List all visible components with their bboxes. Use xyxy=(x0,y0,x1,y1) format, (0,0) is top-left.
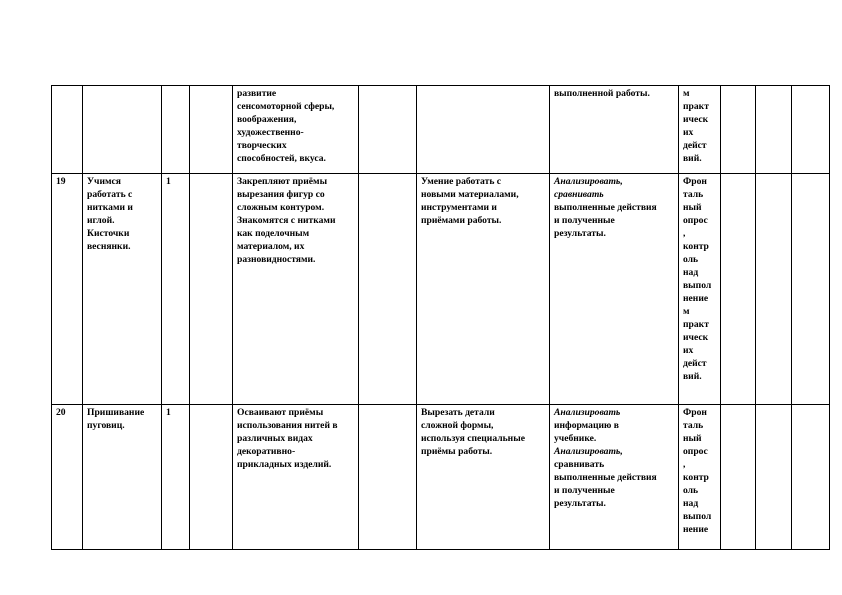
date-cell xyxy=(190,86,233,174)
control-line: м xyxy=(683,306,690,317)
content-line: разновидностями. xyxy=(237,254,316,265)
content-line: сенсомоторной сферы, xyxy=(237,101,335,112)
content-line: Осваивают приёмы xyxy=(237,407,324,418)
empty-cell xyxy=(721,405,756,550)
skills-line: сложной формы, xyxy=(421,420,494,431)
control-line: ный xyxy=(683,433,702,444)
content-line: различных видах xyxy=(237,433,313,444)
content-line: способностей, вкуса. xyxy=(237,153,326,164)
control-line: их xyxy=(683,127,694,138)
skills-line: инструментами и xyxy=(421,202,497,213)
empty-cell xyxy=(792,174,830,405)
skills-line: приёмы работы. xyxy=(421,446,493,457)
control-line: практ xyxy=(683,319,709,330)
content-line: Закрепляют приёмы xyxy=(237,176,328,187)
content-line: Знакомятся с нитками xyxy=(237,215,336,226)
empty-cell xyxy=(721,86,756,174)
lesson-number: 20 xyxy=(56,407,66,418)
content-line: сложным контуром. xyxy=(237,202,325,213)
date-cell xyxy=(190,174,233,405)
control-form-cell xyxy=(679,174,721,405)
control-line: над xyxy=(683,267,699,278)
lesson-topic-cell xyxy=(83,174,162,405)
activity-line: учебнике. xyxy=(554,433,597,444)
control-line: дейст xyxy=(683,140,707,151)
lesson-number-cell xyxy=(52,405,83,550)
lesson-plan-table xyxy=(51,85,830,550)
activity-line: выполненные действия xyxy=(554,472,657,483)
skills-cell xyxy=(417,174,550,405)
content-line: прикладных изделий. xyxy=(237,459,332,470)
empty-cell xyxy=(359,405,417,550)
empty-cell xyxy=(756,405,792,550)
content-line: художественно- xyxy=(237,127,304,138)
lesson-topic: Учимся работать с нитками и иглой. Кисточки веснянки. xyxy=(87,176,133,252)
hours-cell xyxy=(162,405,190,550)
activity-line: Анализировать xyxy=(554,407,621,418)
hours-cell xyxy=(162,86,190,174)
content-line: декоративно- xyxy=(237,446,296,457)
empty-cell xyxy=(756,174,792,405)
control-form-cell xyxy=(679,86,721,174)
control-line: их xyxy=(683,345,694,356)
control-line: м xyxy=(683,88,690,99)
empty-cell xyxy=(359,174,417,405)
lesson-topic: Пришивание пуговиц. xyxy=(87,407,145,431)
control-line: Фрон xyxy=(683,407,707,418)
activity-line: сравнивать xyxy=(554,189,604,200)
skills-line: новыми материалами, xyxy=(421,189,519,200)
lesson-content-cell xyxy=(233,174,359,405)
empty-cell xyxy=(359,86,417,174)
control-line: выпол xyxy=(683,511,712,522)
skills-cell xyxy=(417,86,550,174)
empty-cell xyxy=(792,405,830,550)
control-line: вий. xyxy=(683,371,702,382)
control-line: практ xyxy=(683,101,709,112)
activity-line: и полученные xyxy=(554,215,615,226)
lesson-content-cell xyxy=(233,86,359,174)
activity-line: выполненные действия xyxy=(554,202,657,213)
activity-line: сравнивать xyxy=(554,459,605,470)
lesson-number: 19 xyxy=(56,176,66,187)
lesson-number-cell xyxy=(52,86,83,174)
activity-line: результаты. xyxy=(554,498,606,509)
activities-cell xyxy=(550,405,679,550)
skills-line: Умение работать с xyxy=(421,176,502,187)
hours-cell xyxy=(162,174,190,405)
control-line: , xyxy=(683,459,686,470)
control-line: нение xyxy=(683,293,709,304)
control-line: нение xyxy=(683,524,709,535)
content-line: творческих xyxy=(237,140,287,151)
table-row xyxy=(52,174,830,405)
control-form-cell xyxy=(679,405,721,550)
content-line: вырезания фигур со xyxy=(237,189,325,200)
control-line: , xyxy=(683,228,686,239)
date-cell xyxy=(190,405,233,550)
control-line: опрос xyxy=(683,446,708,457)
activity-line: выполненной работы. xyxy=(554,88,650,99)
table-row xyxy=(52,405,830,550)
activity-line: Анализировать, xyxy=(554,176,623,187)
control-line: оль xyxy=(683,254,699,265)
control-line: выпол xyxy=(683,280,712,291)
lesson-number-cell xyxy=(52,174,83,405)
content-line: как поделочным xyxy=(237,228,310,239)
lesson-topic-cell xyxy=(83,405,162,550)
control-line: опрос xyxy=(683,215,708,226)
empty-cell xyxy=(756,86,792,174)
content-line: воображения, xyxy=(237,114,297,125)
skills-line: Вырезать детали xyxy=(421,407,495,418)
control-line: дейст xyxy=(683,358,707,369)
empty-cell xyxy=(721,174,756,405)
control-line: Фрон xyxy=(683,176,707,187)
activity-line: и полученные xyxy=(554,485,615,496)
control-line: таль xyxy=(683,189,704,200)
control-line: ическ xyxy=(683,332,709,343)
hours-count: 1 xyxy=(166,176,171,187)
control-line: оль xyxy=(683,485,699,496)
activities-cell xyxy=(550,174,679,405)
hours-count: 1 xyxy=(166,407,171,418)
lesson-topic-cell xyxy=(83,86,162,174)
lesson-content-cell xyxy=(233,405,359,550)
skills-line: приёмами работы. xyxy=(421,215,502,226)
content-line: развитие xyxy=(237,88,277,99)
control-line: вий. xyxy=(683,153,702,164)
control-line: контр xyxy=(683,241,709,252)
activity-line: Анализировать, xyxy=(554,446,623,457)
control-line: ическ xyxy=(683,114,709,125)
empty-cell xyxy=(792,86,830,174)
activity-line: информацию в xyxy=(554,420,619,431)
activity-line: результаты. xyxy=(554,228,606,239)
activities-cell xyxy=(550,86,679,174)
control-line: таль xyxy=(683,420,704,431)
control-line: ный xyxy=(683,202,702,213)
control-line: над xyxy=(683,498,699,509)
control-line: контр xyxy=(683,472,709,483)
content-line: материалом, их xyxy=(237,241,305,252)
content-line: использования нитей в xyxy=(237,420,338,431)
skills-line: используя специальные xyxy=(421,433,525,444)
skills-cell xyxy=(417,405,550,550)
table-row xyxy=(52,86,830,174)
